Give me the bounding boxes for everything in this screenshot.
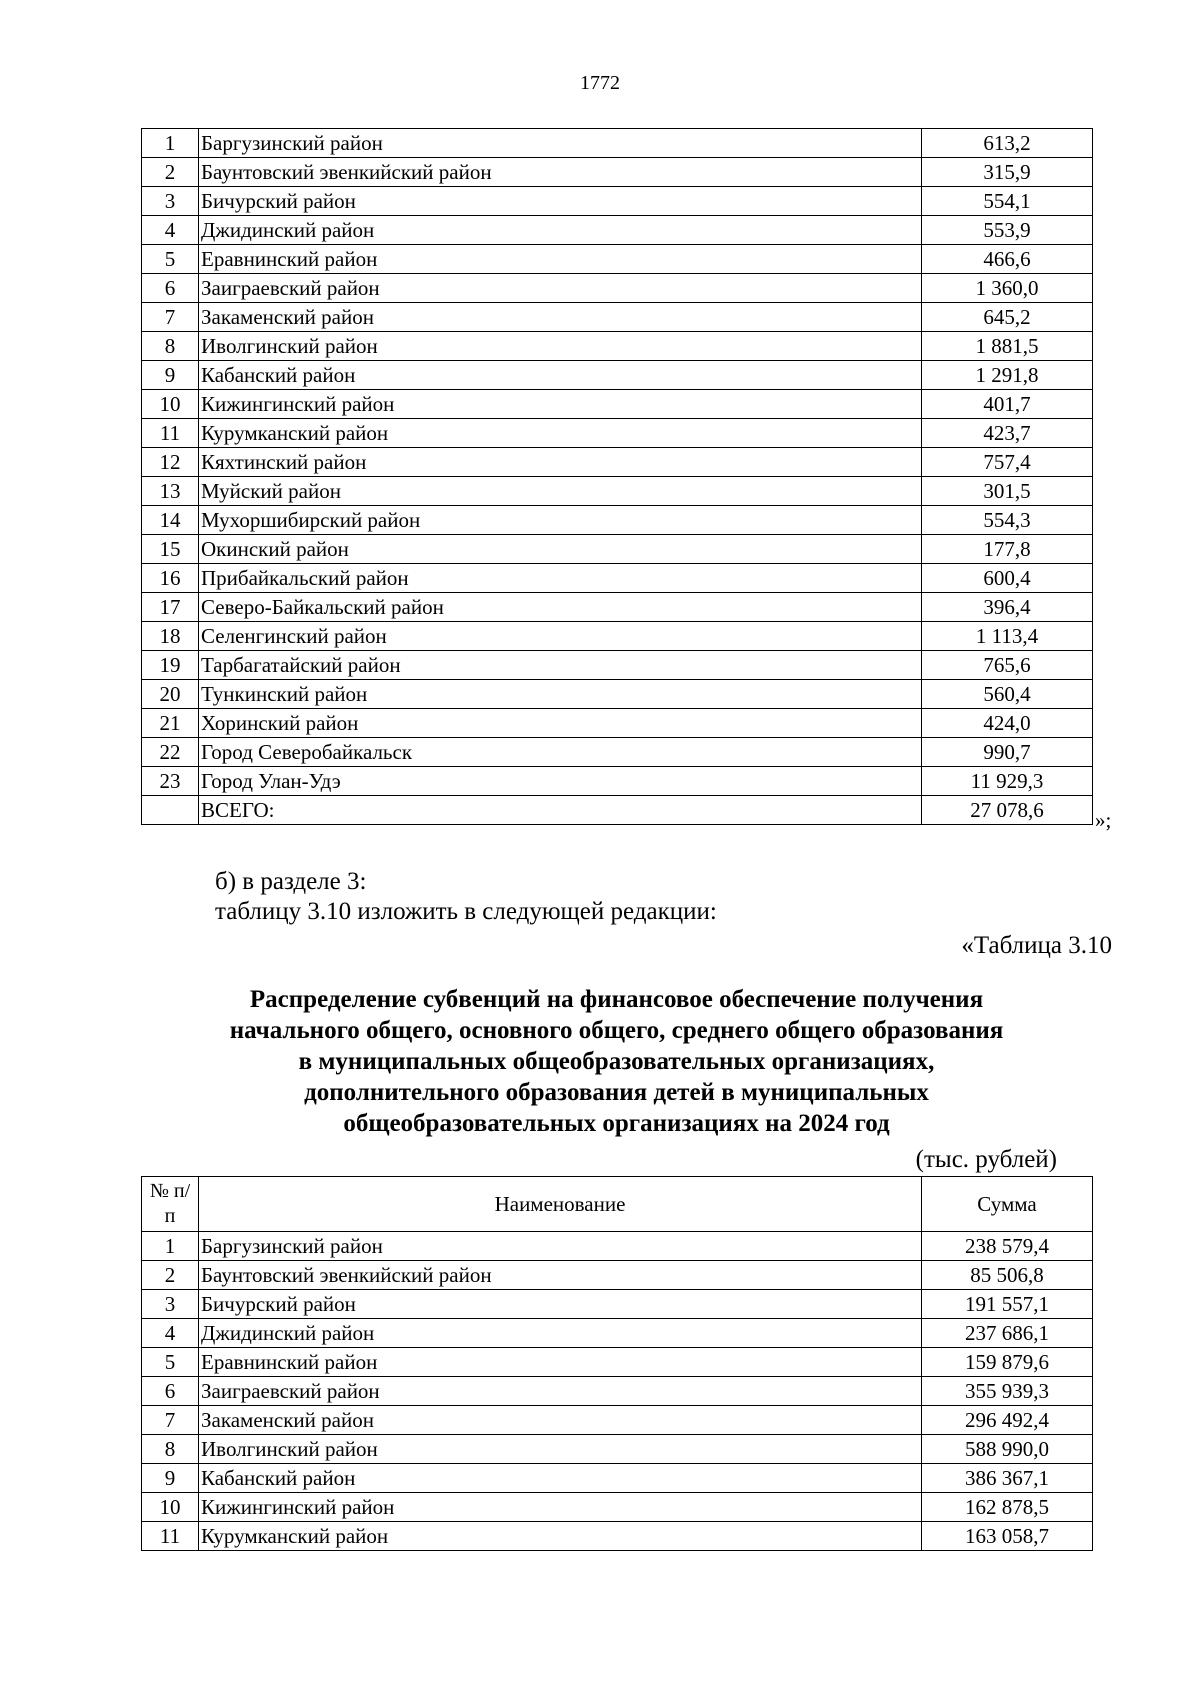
row-sum: 588 990,0 [922, 1435, 1093, 1464]
header-name: Наименование [199, 1177, 922, 1232]
table-row [142, 593, 1093, 622]
table-row [142, 1406, 1093, 1435]
district-name: Еравнинский район [199, 1348, 922, 1377]
district-name: Город Улан-Удэ [199, 767, 922, 796]
table-row [142, 796, 1093, 825]
row-sum: 315,9 [922, 158, 1093, 187]
table-row [142, 709, 1093, 738]
district-name: Иволгинский район [199, 1435, 922, 1464]
table-row [142, 448, 1093, 477]
row-number: 11 [142, 419, 199, 448]
district-name: Баунтовский эвенкийский район [199, 158, 922, 187]
table-row [142, 1377, 1093, 1406]
district-name: Джидинский район [199, 216, 922, 245]
row-number: 3 [142, 187, 199, 216]
row-number: 19 [142, 651, 199, 680]
row-number: 17 [142, 593, 199, 622]
closing-quote: »; [1095, 808, 1112, 832]
table-title-line: Распределение субвенций на финансовое обеспечение получения [249, 986, 984, 1013]
row-sum: 1 881,5 [922, 332, 1093, 361]
table-title-line: общеобразовательных организациях на 2024 год [343, 1110, 890, 1137]
district-name: Баунтовский эвенкийский район [199, 1261, 922, 1290]
table-row [142, 1319, 1093, 1348]
row-number: 15 [142, 535, 199, 564]
table-row [142, 1522, 1093, 1551]
district-name: Заиграевский район [199, 274, 922, 303]
row-number: 18 [142, 622, 199, 651]
row-number: 1 [142, 129, 199, 158]
row-number: 11 [142, 1522, 199, 1551]
table-row [142, 622, 1093, 651]
header-num: № п/п [142, 1177, 199, 1232]
district-name: Баргузинский район [199, 1232, 922, 1261]
row-number: 20 [142, 680, 199, 709]
row-number: 8 [142, 332, 199, 361]
district-name: Бичурский район [199, 187, 922, 216]
row-number: 2 [142, 158, 199, 187]
row-sum: 1 113,4 [922, 622, 1093, 651]
row-number: 3 [142, 1290, 199, 1319]
new-table-body [142, 1232, 1093, 1551]
row-sum: 600,4 [922, 564, 1093, 593]
row-number: 4 [142, 1319, 199, 1348]
district-name: Хоринский район [199, 709, 922, 738]
row-sum: 85 506,8 [922, 1261, 1093, 1290]
district-name: Тункинский район [199, 680, 922, 709]
table-header-row [142, 1177, 1093, 1232]
table-label: «Таблица 3.10 [961, 932, 1112, 959]
table-row [142, 1493, 1093, 1522]
row-sum: 560,4 [922, 680, 1093, 709]
table-row [142, 390, 1093, 419]
row-sum: 401,7 [922, 390, 1093, 419]
row-sum: 757,4 [922, 448, 1093, 477]
table-row [142, 1348, 1093, 1377]
row-number: 5 [142, 245, 199, 274]
table-row [142, 303, 1093, 332]
row-number: 9 [142, 1464, 199, 1493]
table-row [142, 216, 1093, 245]
row-sum: 423,7 [922, 419, 1093, 448]
row-number: 6 [142, 1377, 199, 1406]
row-sum: 613,2 [922, 129, 1093, 158]
district-name: Курумканский район [199, 419, 922, 448]
row-number: 14 [142, 506, 199, 535]
district-name: Курумканский район [199, 1522, 922, 1551]
row-number: 2 [142, 1261, 199, 1290]
row-number: 12 [142, 448, 199, 477]
table-row [142, 245, 1093, 274]
table-row [142, 535, 1093, 564]
table-title [141, 984, 1092, 1139]
district-name: Северо-Байкальский район [199, 593, 922, 622]
district-name: Джидинский район [199, 1319, 922, 1348]
header-sum: Сумма [922, 1177, 1093, 1232]
row-sum: 990,7 [922, 738, 1093, 767]
table-title-line: дополнительного образования детей в муниципальных [304, 1079, 929, 1106]
row-sum: 1 360,0 [922, 274, 1093, 303]
page-number: 1772 [580, 72, 620, 94]
row-sum: 355 939,3 [922, 1377, 1093, 1406]
units-label: (тыс. рублей) [915, 1146, 1057, 1173]
row-sum: 191 557,1 [922, 1290, 1093, 1319]
row-number: 4 [142, 216, 199, 245]
row-number: 5 [142, 1348, 199, 1377]
table-row [142, 1290, 1093, 1319]
row-sum: 237 686,1 [922, 1319, 1093, 1348]
table-row [142, 1464, 1093, 1493]
row-sum: 162 878,5 [922, 1493, 1093, 1522]
district-name: Город Северобайкальск [199, 738, 922, 767]
row-number: 13 [142, 477, 199, 506]
table-row [142, 129, 1093, 158]
row-sum: 177,8 [922, 535, 1093, 564]
instruction-text: таблицу 3.10 изложить в следующей редакции: [215, 898, 717, 925]
district-name: Мухоршибирский район [199, 506, 922, 535]
row-sum: 765,6 [922, 651, 1093, 680]
district-name: Кижингинский район [199, 1493, 922, 1522]
previous-table-body [142, 129, 1093, 825]
table-row [142, 767, 1093, 796]
table-row [142, 506, 1093, 535]
table-row [142, 564, 1093, 593]
district-name: Селенгинский район [199, 622, 922, 651]
district-name: Еравнинский район [199, 245, 922, 274]
district-name: Тарбагатайский район [199, 651, 922, 680]
district-name: Кабанский район [199, 361, 922, 390]
district-name: Заиграевский район [199, 1377, 922, 1406]
table-row [142, 158, 1093, 187]
row-number: 22 [142, 738, 199, 767]
district-name: Прибайкальский район [199, 564, 922, 593]
row-number [142, 796, 199, 825]
table-row [142, 1261, 1093, 1290]
row-sum: 554,3 [922, 506, 1093, 535]
row-number: 10 [142, 390, 199, 419]
row-number: 9 [142, 361, 199, 390]
row-number: 1 [142, 1232, 199, 1261]
row-sum: 553,9 [922, 216, 1093, 245]
district-name: Баргузинский район [199, 129, 922, 158]
district-name: Муйский район [199, 477, 922, 506]
table-row [142, 680, 1093, 709]
row-number: 16 [142, 564, 199, 593]
section-intro: б) в разделе 3: [215, 868, 367, 895]
row-number: 7 [142, 303, 199, 332]
row-sum: 554,1 [922, 187, 1093, 216]
row-number: 7 [142, 1406, 199, 1435]
row-sum: 296 492,4 [922, 1406, 1093, 1435]
row-sum: 1 291,8 [922, 361, 1093, 390]
district-name: Кижингинский район [199, 390, 922, 419]
row-number: 10 [142, 1493, 199, 1522]
table-row [142, 738, 1093, 767]
table-title-line: начального общего, основного общего, среднего общего образования [229, 1017, 1004, 1044]
row-number: 21 [142, 709, 199, 738]
table-row [142, 187, 1093, 216]
row-sum: 396,4 [922, 593, 1093, 622]
district-name: Кяхтинский район [199, 448, 922, 477]
table-row [142, 1232, 1093, 1261]
table-row [142, 332, 1093, 361]
row-sum: 301,5 [922, 477, 1093, 506]
row-sum: 238 579,4 [922, 1232, 1093, 1261]
row-sum: 159 879,6 [922, 1348, 1093, 1377]
row-sum: 645,2 [922, 303, 1093, 332]
table-row [142, 651, 1093, 680]
table-title-line: в муниципальных общеобразовательных организациях, [298, 1048, 935, 1075]
table-row [142, 1435, 1093, 1464]
table-row [142, 361, 1093, 390]
row-number: 23 [142, 767, 199, 796]
district-name: Окинский район [199, 535, 922, 564]
district-name: Закаменский район [199, 1406, 922, 1435]
table-row [142, 477, 1093, 506]
district-name: ВСЕГО: [199, 796, 922, 825]
row-sum: 424,0 [922, 709, 1093, 738]
row-number: 6 [142, 274, 199, 303]
table-row [142, 274, 1093, 303]
row-sum: 27 078,6 [922, 796, 1093, 825]
table-row [142, 419, 1093, 448]
district-name: Кабанский район [199, 1464, 922, 1493]
district-name: Иволгинский район [199, 332, 922, 361]
row-sum: 386 367,1 [922, 1464, 1093, 1493]
previous-distribution-table [141, 128, 1093, 825]
row-number: 8 [142, 1435, 199, 1464]
subvention-distribution-table [141, 1176, 1093, 1551]
district-name: Бичурский район [199, 1290, 922, 1319]
district-name: Закаменский район [199, 303, 922, 332]
row-sum: 466,6 [922, 245, 1093, 274]
row-sum: 163 058,7 [922, 1522, 1093, 1551]
row-sum: 11 929,3 [922, 767, 1093, 796]
